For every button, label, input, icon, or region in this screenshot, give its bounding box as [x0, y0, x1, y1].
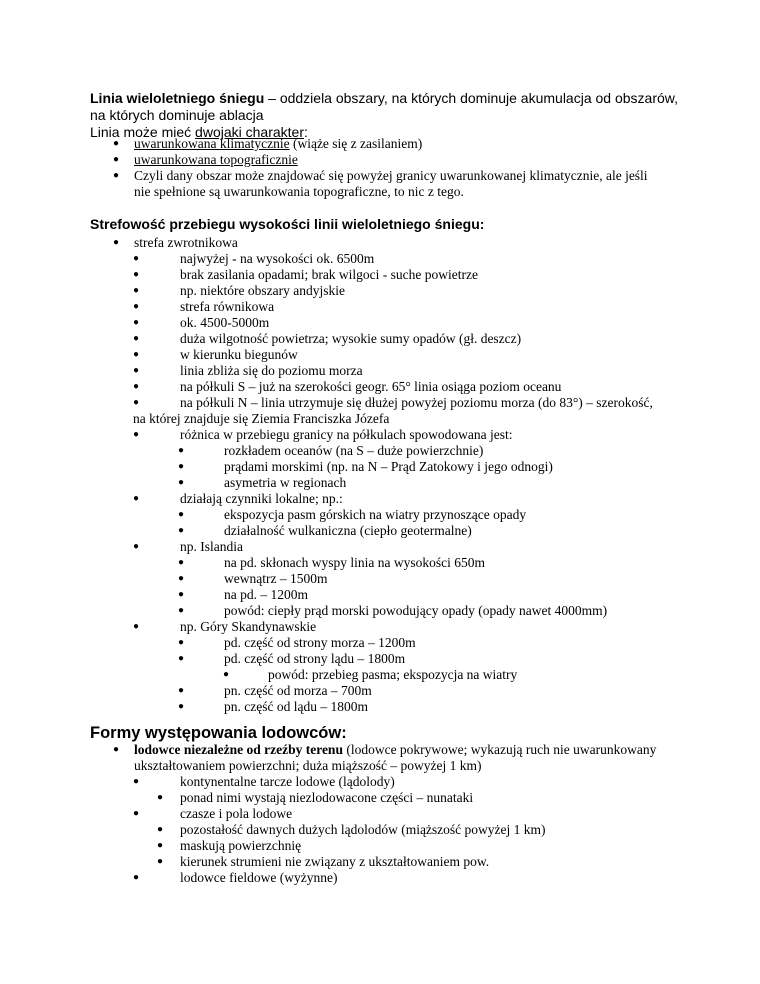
bullet-icon: ●	[178, 573, 185, 584]
intro-definition: – oddziela obszary, na których dominuje akumulacja od obszarów, na których dominuje ablacja	[90, 90, 678, 123]
char-link: dwojaki charakter	[195, 124, 304, 140]
bullet-icon: ●	[133, 621, 140, 632]
list-item: np. niektóre obszary andyjskie	[180, 283, 345, 298]
list-item: linia zbliża się do poziomu morza	[180, 363, 363, 378]
bullet-icon: ●	[178, 461, 185, 472]
list-item: na pd. – 1200m	[224, 587, 308, 602]
bullet-icon: ●	[113, 744, 120, 755]
list-item: lodowce fieldowe (wyżynne)	[180, 870, 338, 885]
list-item: asymetria w regionach	[224, 475, 347, 490]
bullet-icon: ●	[178, 589, 185, 600]
list-item: na półkuli S – już na szerokości geogr. 65° linia osiąga poziom oceanu	[180, 379, 562, 394]
list-item: np. Islandia	[180, 539, 243, 554]
list-item: pn. część od morza – 700m	[224, 683, 372, 698]
note-line-2: nie spełnione są uwarunkowania topograficzne, to nic z tego.	[134, 184, 464, 199]
list-item: na półkuli N – linia utrzymuje się dłużej powyżej poziomu morza (do 83°) – szerokość,	[180, 395, 653, 410]
bullet-icon: ●	[178, 701, 185, 712]
bullet-icon: ●	[133, 808, 140, 819]
list-item: duża wilgotność powietrza; wysokie sumy opadów (gł. deszcz)	[180, 331, 522, 346]
bullet-icon: ●	[133, 349, 140, 360]
bullet-icon: ●	[178, 653, 185, 664]
note-line-1: Czyli dany obszar może znajdować się powyżej granicy uwarunkowanej klimatycznie, ale jeśli	[134, 168, 648, 183]
intro-term: Linia wieloletniego śniegu	[90, 90, 265, 106]
list-item: ponad nimi wystają niezlodowacone części – nunataki	[180, 790, 474, 805]
bullet-icon: ●	[113, 154, 120, 165]
char-suffix: :	[303, 124, 308, 140]
bullet-icon: ●	[178, 509, 185, 520]
list-item: ekspozycja pasm górskich na wiatry przynoszące opady	[224, 507, 527, 522]
bullet-icon: ●	[133, 317, 140, 328]
list-item: uwarunkowana topograficznie	[134, 152, 298, 167]
list-item: uwarunkowana klimatycznie (wiąże się z zasilaniem)	[134, 136, 423, 151]
bullet-icon: ●	[178, 685, 185, 696]
bullet-icon: ●	[157, 824, 164, 835]
list-item: brak zasilania opadami; brak wilgoci - suche powietrze	[180, 267, 479, 282]
bullet-icon: ●	[133, 541, 140, 552]
list-item: kontynentalne tarcze lodowe (lądolody)	[180, 774, 395, 789]
list-item: prądami morskimi (np. na N – Prąd Zatokowy i jego odnogi)	[224, 459, 553, 474]
bullet-icon: ●	[113, 138, 120, 149]
list-item: pozostałość dawnych dużych lądolodów (miąższość powyżej 1 km)	[180, 822, 546, 837]
list-item: np. Góry Skandynawskie	[180, 619, 317, 634]
list-item: rozkładem oceanów (na S – duże powierzchnie)	[224, 443, 484, 458]
bullet-icon: ●	[133, 493, 140, 504]
bullet-icon: ●	[113, 170, 120, 181]
bullet-icon: ●	[178, 637, 185, 648]
list-item: powód: przebieg pasma; ekspozycja na wiatry	[268, 667, 518, 682]
bullet-icon: ●	[157, 792, 164, 803]
bullet-icon: ●	[133, 333, 140, 344]
list-item: wewnątrz – 1500m	[224, 571, 328, 586]
bullet-icon: ●	[157, 856, 164, 867]
bullet-icon: ●	[133, 429, 140, 440]
section-heading: Formy występowania lodowców:	[90, 724, 347, 742]
list-item: różnica w przebiegu granicy na półkulach spowodowana jest:	[180, 427, 513, 442]
bullet-icon: ●	[133, 397, 140, 408]
char-prefix: Linia może mieć	[90, 124, 196, 140]
intro-paragraph	[90, 90, 690, 141]
section-heading: Strefowość przebiegu wysokości linii wieloletniego śniegu:	[90, 216, 485, 232]
bullet-icon: ●	[178, 445, 185, 456]
bullet-icon: ●	[133, 285, 140, 296]
bullet-icon: ●	[133, 872, 140, 883]
list-item: w kierunku biegunów	[180, 347, 298, 362]
bullet-icon: ●	[133, 269, 140, 280]
list-item: maskują powierzchnię	[180, 838, 302, 853]
bullet-icon: ●	[178, 477, 185, 488]
bullet-icon: ●	[133, 365, 140, 376]
list-item: pd. część od strony morza – 1200m	[224, 635, 416, 650]
bullet-icon: ●	[133, 253, 140, 264]
bullet-icon: ●	[178, 605, 185, 616]
list-item: pn. część od lądu – 1800m	[224, 699, 368, 714]
list-item: czasze i pola lodowe	[180, 806, 293, 821]
list-item: strefa równikowa	[180, 299, 275, 314]
list-item: na pd. skłonach wyspy linia na wysokości 650m	[224, 555, 485, 570]
list-item: strefa zwrotnikowa	[134, 235, 238, 250]
bullet-icon: ●	[178, 525, 185, 536]
bullet-icon: ●	[178, 557, 185, 568]
list-item: działają czynniki lokalne; np.:	[180, 491, 343, 506]
bullet-icon: ●	[133, 381, 140, 392]
list-item: ok. 4500-5000m	[180, 315, 270, 330]
bullet-icon: ●	[133, 776, 140, 787]
bullet-icon: ●	[223, 669, 230, 680]
list-item-continuation: ukształtowaniem powierzchni; duża miąższość – powyżej 1 km)	[134, 758, 482, 773]
list-item-continuation: na której znajduje się Ziemia Franciszka Józefa	[133, 411, 390, 426]
list-item: najwyżej - na wysokości ok. 6500m	[180, 251, 375, 266]
bullet-icon: ●	[113, 237, 120, 248]
list-item: działalność wulkaniczna (ciepło geotermalne)	[224, 523, 472, 538]
bullet-icon: ●	[133, 301, 140, 312]
list-item: pd. część od strony lądu – 1800m	[224, 651, 406, 666]
bullet-icon: ●	[157, 840, 164, 851]
list-item: powód: ciepły prąd morski powodujący opady (opady nawet 4000mm)	[224, 603, 608, 618]
list-item: lodowce niezależne od rzeźby terenu (lodowce pokrywowe; wykazują ruch nie uwarunkowany	[134, 742, 657, 757]
list-item: kierunek strumieni nie związany z ukształtowaniem pow.	[180, 854, 490, 869]
